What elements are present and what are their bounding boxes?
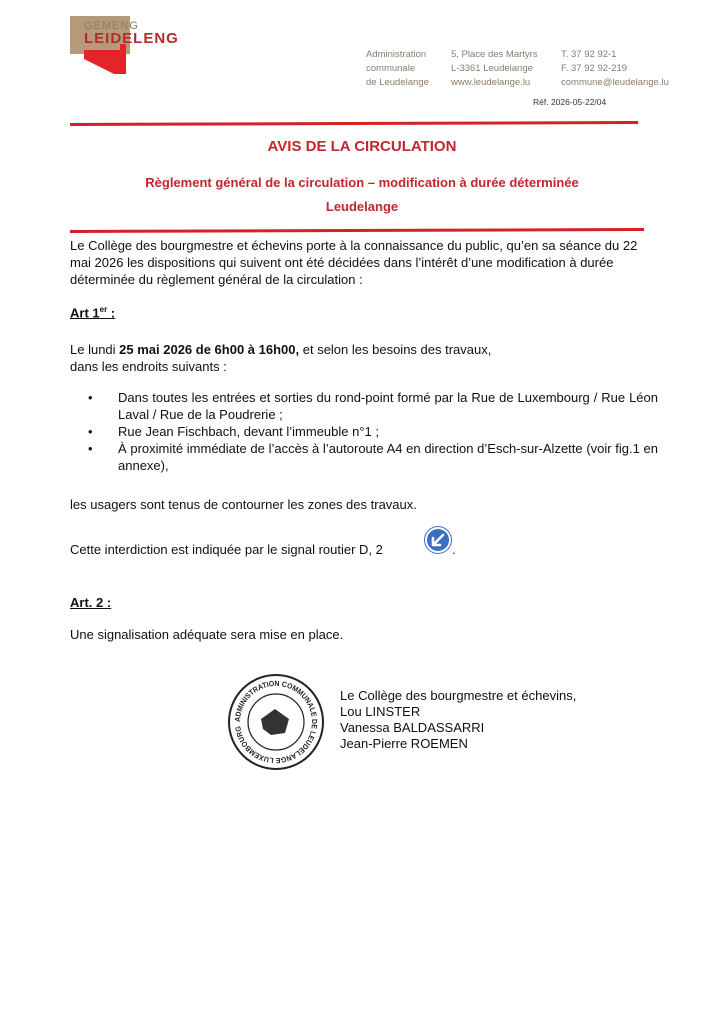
- header-website-link[interactable]: www.leudelange.lu: [451, 77, 531, 88]
- reference-number: Réf. 2026-05-22/04: [533, 97, 607, 107]
- header-line: L-3361 Leudelange: [451, 63, 533, 74]
- header-contact: [561, 48, 681, 90]
- header-line: communale: [366, 63, 416, 74]
- article-2-text: Une signalisation adéquate sera mise en place.: [70, 627, 344, 642]
- article-2-heading: Art. 2 :: [70, 595, 112, 610]
- header-phone: T. 37 92 92-1: [561, 49, 617, 60]
- date-line-suffix: et selon les besoins des travaux,: [299, 342, 492, 357]
- logo-text-gemeng: GEMENG: [84, 20, 139, 32]
- header-email-link[interactable]: commune@leudelange.lu: [561, 77, 669, 88]
- list-item: • Rue Jean Fischbach, devant l’immeuble n°1 ;: [88, 423, 658, 440]
- article-1-colon: :: [107, 305, 116, 321]
- date-line-prefix: Le lundi: [70, 342, 120, 357]
- commune-stamp-icon: [227, 673, 325, 771]
- article-1-places-line: dans les endroits suivants :: [70, 359, 227, 374]
- date-line-bold: 25 mai 2026 de 6h00 à 16h00,: [119, 342, 300, 357]
- article-1-label: Art 1: [70, 305, 100, 321]
- logo-red-shape: [70, 44, 140, 74]
- divider-bottom: [70, 228, 644, 233]
- header-line: de Leudelange: [366, 77, 429, 88]
- intro-paragraph: Le Collège des bourgmestre et échevins porte à la connaissance du public, qu’en sa séance du 22 mai 2026 les dispositions qui suivent ont été décidées dans l’intérêt d’une modification à durée déterminée du règlement général de la circulation :: [70, 238, 638, 287]
- usagers-paragraph: les usagers sont tenus de contourner les zones des travaux.: [70, 497, 417, 512]
- interdiction-paragraph: Cette interdiction est indiquée par le signal routier D, 2: [70, 542, 383, 557]
- signature-name: Vanessa BALDASSARRI: [340, 720, 485, 735]
- document-title: AVIS DE LA CIRCULATION: [267, 138, 457, 155]
- list-item: • À proximité immédiate de l’accès à l’autoroute A4 en direction d’Esch-sur-Alzette (voir fig.1 en annexe),: [88, 440, 658, 474]
- list-item: • Dans toutes les entrées et sorties du rond-point formé par la Rue de Luxembourg / Rue Léon Laval / Rue de la Poudrerie ;: [88, 389, 658, 423]
- divider-top: [70, 121, 638, 126]
- sign-d2-icon: [425, 527, 451, 553]
- header-address: [451, 48, 551, 90]
- header-line: 5, Place des Martyrs: [451, 49, 538, 60]
- logo-text-leideleng: LEIDELENG: [84, 30, 179, 47]
- article-1-heading: [70, 305, 115, 320]
- locations-list: [88, 389, 658, 474]
- document-subtitle: Règlement général de la circulation – modification à durée déterminée: [145, 175, 579, 190]
- article-1-date-line: [70, 341, 491, 358]
- signature-name: Jean-Pierre ROEMEN: [340, 736, 468, 751]
- header-fax: F. 37 92 92-219: [561, 63, 628, 74]
- interdiction-period: .: [452, 542, 456, 557]
- signature-college: Le Collège des bourgmestre et échevins,: [340, 688, 577, 703]
- signature-block: [340, 688, 576, 752]
- article-1-sup: er: [99, 305, 108, 314]
- header-line: Administration: [366, 49, 427, 60]
- svg-text:ADMINISTRATION COMMUNALE DE LE: ADMINISTRATION COMMUNALE DE LEUDELANGE LUXEMBOURG: [232, 678, 320, 766]
- signature-name: Lou LINSTER: [340, 704, 421, 719]
- document-place: Leudelange: [325, 199, 399, 214]
- header-administration: [366, 48, 446, 90]
